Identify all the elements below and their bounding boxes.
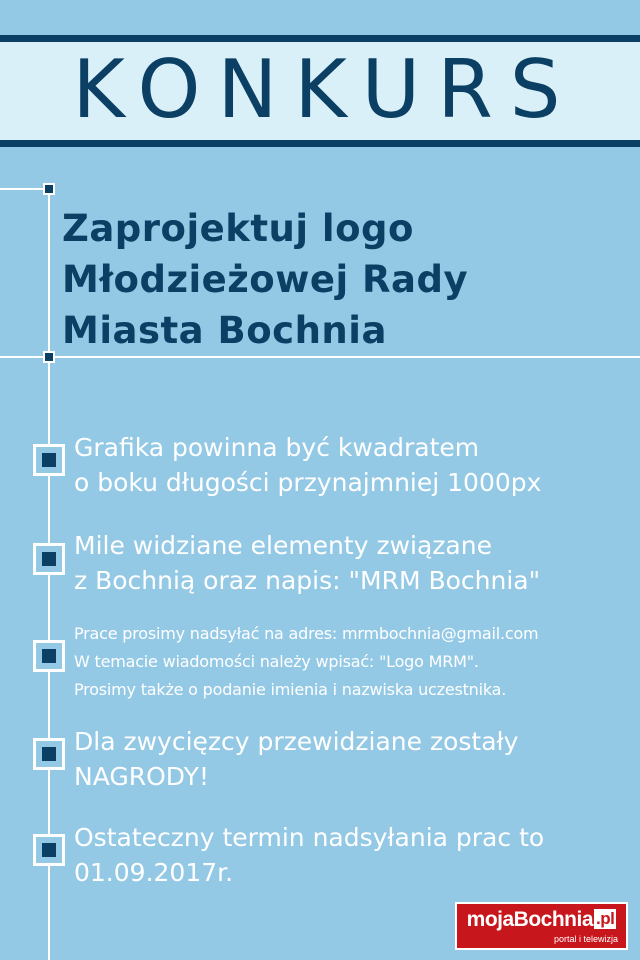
mojabochnia-logo[interactable] bbox=[455, 902, 628, 950]
item-line: Grafika powinna być kwadratem bbox=[74, 433, 480, 462]
item-line: W temacie wiadomości należy wpisać: "Logo MRM". bbox=[74, 652, 479, 671]
item-line: NAGRODY! bbox=[74, 762, 209, 791]
logo-tagline: portal i telewizja bbox=[553, 934, 618, 944]
bullet-square-icon bbox=[33, 738, 65, 770]
item-line: o boku długości przynajmniej 1000px bbox=[74, 468, 542, 497]
middle-guide-line bbox=[0, 356, 640, 358]
contest-subtitle bbox=[62, 203, 622, 356]
subtitle-line: Młodzieżowej Rady bbox=[62, 258, 469, 301]
requirement-elements bbox=[74, 528, 634, 598]
logo-wordmark bbox=[457, 906, 626, 934]
top-node-icon bbox=[43, 183, 55, 195]
item-line: z Bochnią oraz napis: "MRM Bochnia" bbox=[74, 566, 541, 595]
item-line: Dla zwycięzcy przewidziane zostały bbox=[74, 727, 519, 756]
page-title: KONKURS bbox=[72, 43, 578, 136]
bullet-square-icon bbox=[33, 543, 65, 575]
item-line: Mile widziane elementy związane bbox=[74, 531, 492, 560]
prize-info bbox=[74, 724, 634, 794]
logo-main-text: mojaBochnia bbox=[466, 908, 593, 931]
bullet-square-icon bbox=[33, 640, 65, 672]
item-line: Ostateczny termin nadsyłania prac to bbox=[74, 823, 545, 852]
subtitle-line: Miasta Bochnia bbox=[62, 309, 387, 352]
item-line: Prace prosimy nadsyłać na adres: mrmbochnia@gmail.com bbox=[74, 624, 539, 643]
bullet-square-icon bbox=[33, 834, 65, 866]
requirement-size bbox=[74, 430, 634, 500]
item-line: Prosimy także o podanie imienia i nazwiska uczestnika. bbox=[74, 680, 507, 699]
subtitle-line: Zaprojektuj logo bbox=[62, 207, 414, 250]
middle-node-icon bbox=[43, 351, 55, 363]
deadline-info bbox=[74, 820, 634, 890]
top-guide-line bbox=[0, 188, 46, 190]
bullet-square-icon bbox=[33, 444, 65, 476]
logo-tld: .pl bbox=[596, 909, 615, 928]
item-line: 01.09.2017r. bbox=[74, 858, 234, 887]
submission-instructions bbox=[74, 620, 634, 704]
